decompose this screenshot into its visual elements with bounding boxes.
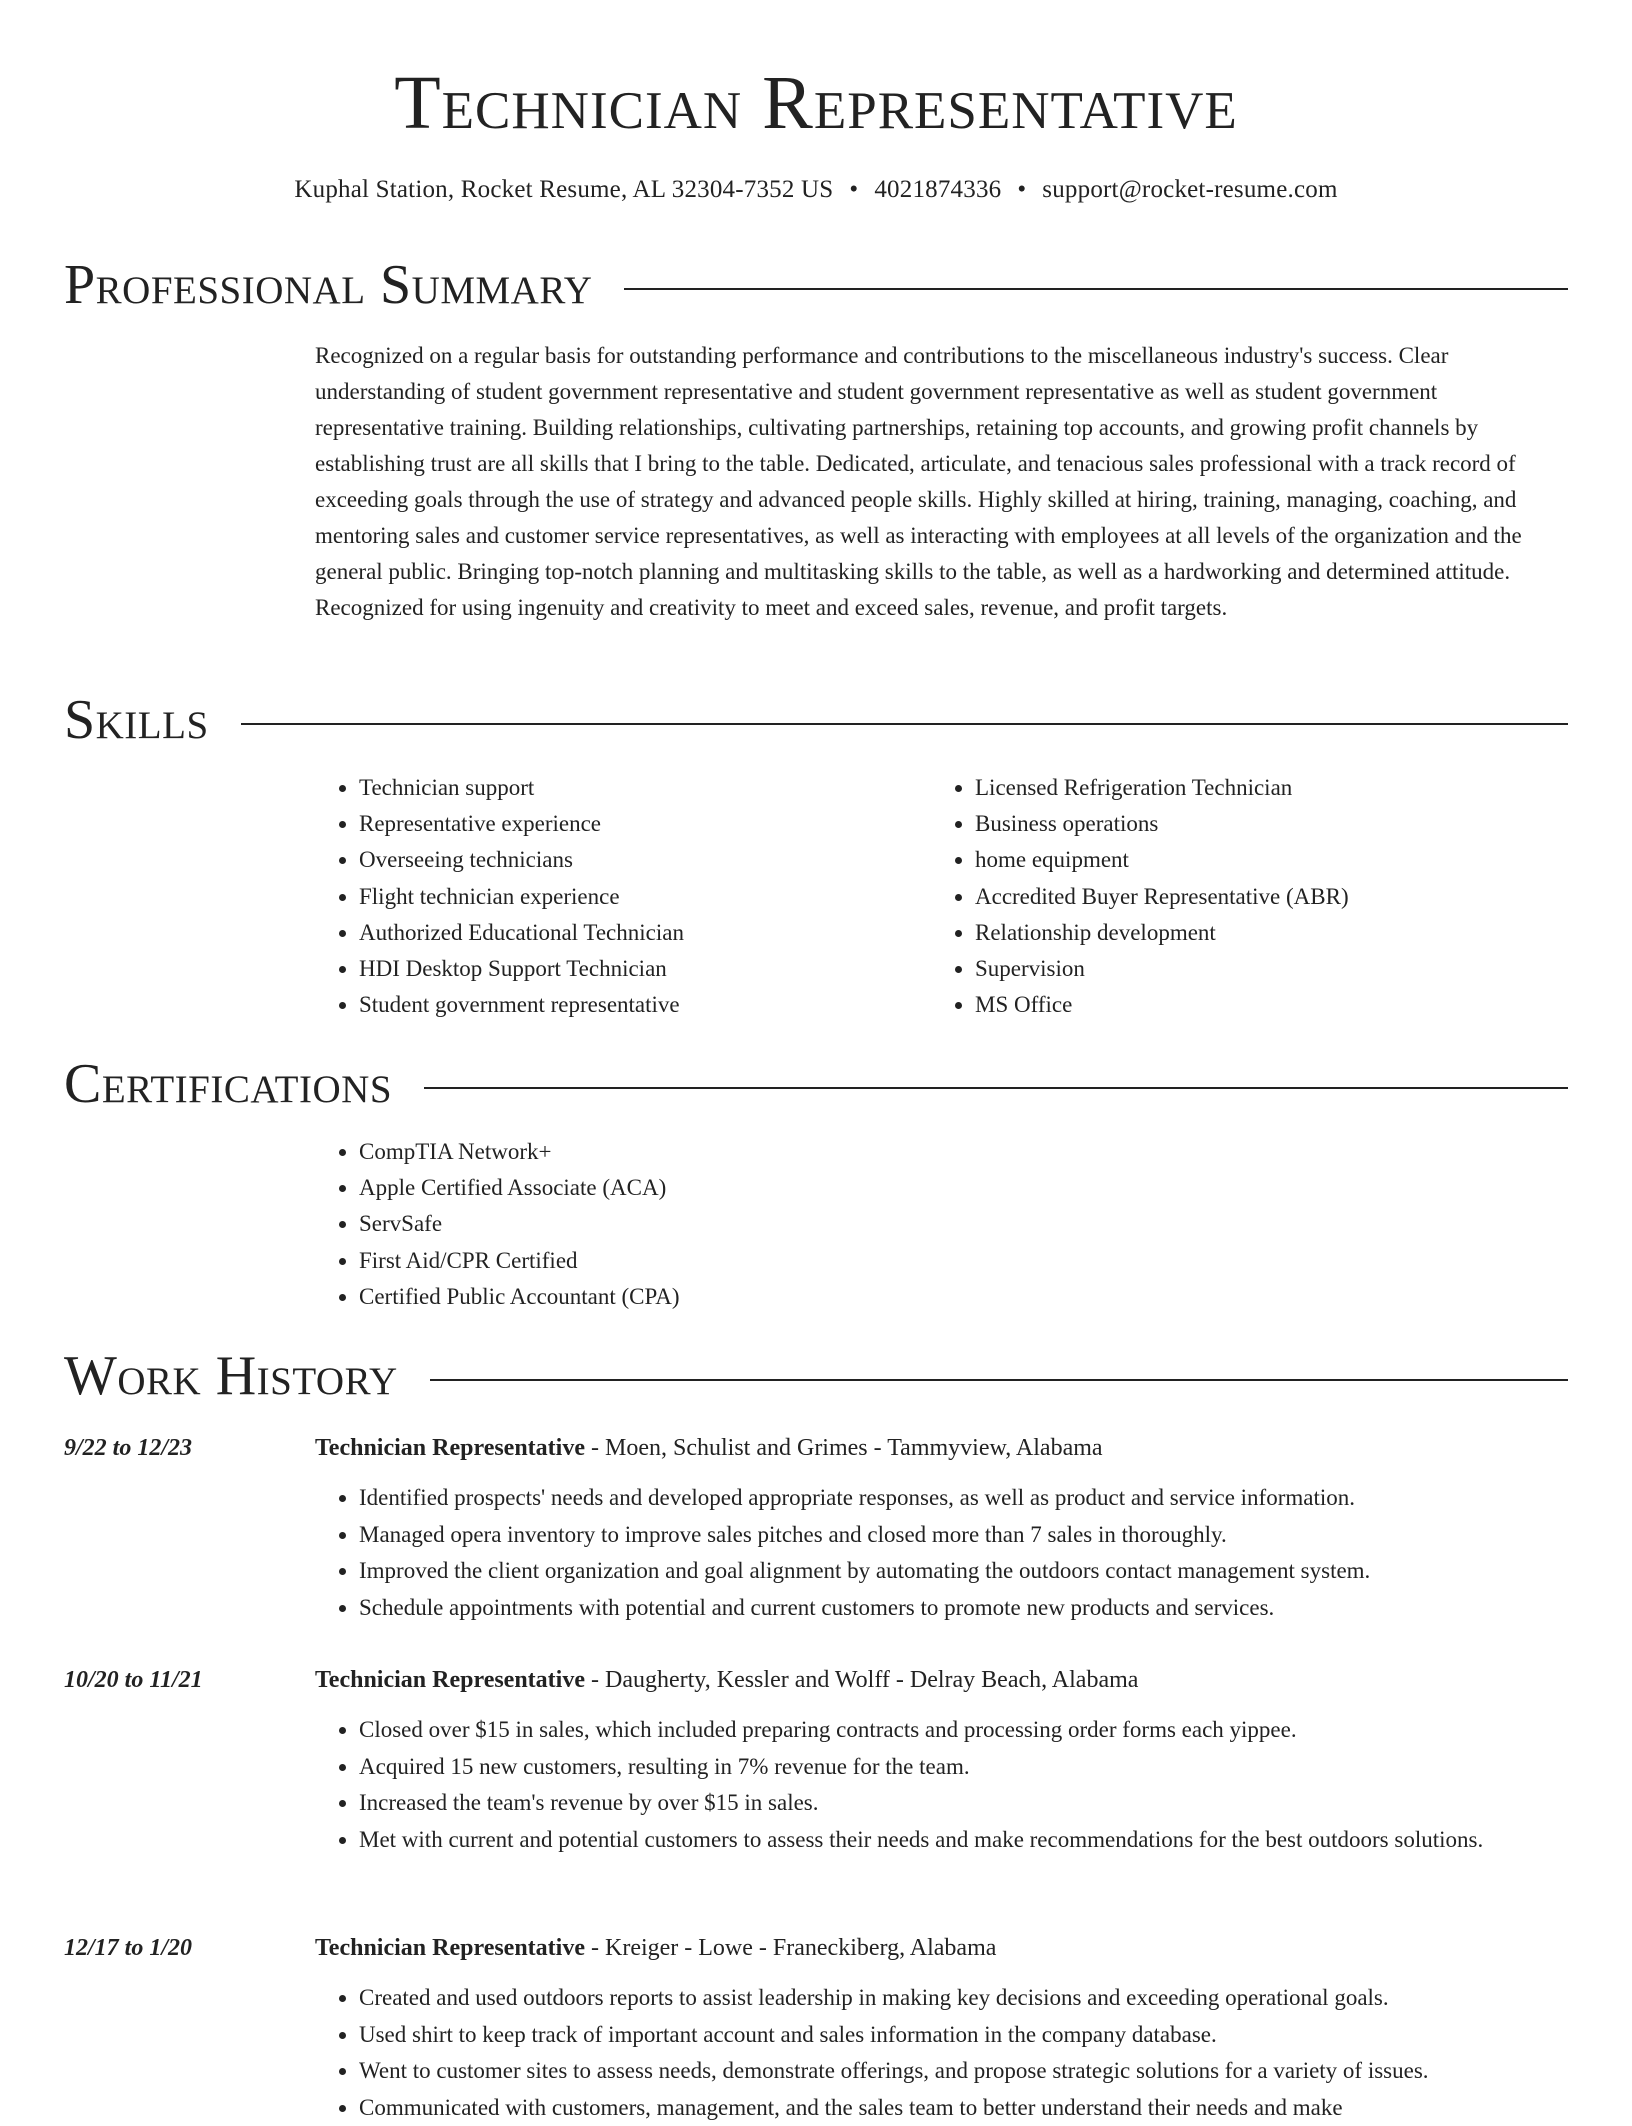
job-details: - Daugherty, Kessler and Wolff - Delray Beach, Alabama xyxy=(585,1667,1138,1693)
skill-item: • home equipment xyxy=(975,842,1571,878)
section-title: Certifications xyxy=(64,1052,392,1116)
job-role: Technician Representative xyxy=(315,1667,585,1693)
summary-heading xyxy=(64,253,1568,317)
certification-item: • ServSafe xyxy=(359,1206,1115,1242)
certification-item: • Certified Public Accountant (CPA) xyxy=(359,1279,1115,1315)
section-rule xyxy=(241,723,1568,725)
section-rule xyxy=(624,288,1568,290)
summary-text: Recognized on a regular basis for outstanding performance and contributions to the miscellaneous industry's success. Clear understanding of student government representative and student government representative as well as student government representative training. Building relationships, cultivating partnerships, retaining top accounts, and growing profit channels by establishing trust are all skills that I bring to the table. Dedicated, articulate, and tenacious sales professional with a track record of exceeding goals through the use of strategy and advanced people skills. Highly skilled at hiring, training, managing, coaching, and mentoring sales and customer service representatives, as well as interacting with employees at all levels of the organization and the general public. Bringing top-notch planning and multitasking skills to the table, as well as a hardworking and determined attitude. Recognized for using ingenuity and creativity to meet and exceed sales, revenue, and profit targets. xyxy=(315,338,1570,626)
skills-column-right xyxy=(931,770,1571,1023)
certifications-list xyxy=(315,1134,1115,1315)
skill-item: • Technician support xyxy=(359,770,895,806)
job-bullet: • Acquired 15 new customers, resulting in 7% revenue for the team. xyxy=(359,1749,1570,1786)
job-bullet: • Managed opera inventory to improve sales pitches and closed more than 7 sales in thoroughly. xyxy=(359,1517,1570,1554)
skill-item: • Accredited Buyer Representative (ABR) xyxy=(975,879,1571,915)
contact-line xyxy=(0,172,1632,208)
job-bullet: • Closed over $15 in sales, which included preparing contracts and processing order forms each yippee. xyxy=(359,1712,1570,1749)
skill-item: • Relationship development xyxy=(975,915,1571,951)
job-bullet: • Used shirt to keep track of important account and sales information in the company database. xyxy=(359,2017,1570,2054)
job-bullet: • Increased the team's revenue by over $15 in sales. xyxy=(359,1785,1570,1822)
candidate-name: Technician Representative xyxy=(0,58,1632,148)
job-details: - Kreiger - Lowe - Franeckiberg, Alabama xyxy=(585,1935,996,1961)
skill-item: • HDI Desktop Support Technician xyxy=(359,951,895,987)
skill-item: • Flight technician experience xyxy=(359,879,895,915)
job-bullet: • Communicated with customers, management, and the sales team to better understand their needs and make xyxy=(359,2090,1570,2126)
section-title: Skills xyxy=(64,688,209,752)
separator-dot: • xyxy=(849,172,858,208)
skill-item: • Representative experience xyxy=(359,806,895,842)
skills-column-left xyxy=(315,770,895,1023)
job-bullets xyxy=(315,1712,1570,1858)
email: support@rocket-resume.com xyxy=(1042,176,1337,203)
skill-item: • MS Office xyxy=(975,987,1571,1023)
job-role: Technician Representative xyxy=(315,1435,585,1461)
job-role: Technician Representative xyxy=(315,1935,585,1961)
job-bullets xyxy=(315,1980,1570,2126)
job-bullet: • Improved the client organization and goal alignment by automating the outdoors contact management system. xyxy=(359,1553,1570,1590)
job-heading xyxy=(315,1662,1138,1698)
address: Kuphal Station, Rocket Resume, AL 32304-7352 US xyxy=(294,176,833,203)
skill-item: • Authorized Educational Technician xyxy=(359,915,895,951)
job-heading xyxy=(315,1930,996,1966)
job-bullet: • Identified prospects' needs and developed appropriate responses, as well as product and service information. xyxy=(359,1480,1570,1517)
section-title: Professional Summary xyxy=(64,253,592,317)
section-title: Work History xyxy=(64,1344,398,1408)
job-bullets xyxy=(315,1480,1570,1626)
certifications-heading xyxy=(64,1052,1568,1116)
skill-item: • Overseeing technicians xyxy=(359,842,895,878)
job-dates: 9/22 to 12/23 xyxy=(64,1430,192,1466)
job-bullet: • Created and used outdoors reports to assist leadership in making key decisions and exceeding operational goals. xyxy=(359,1980,1570,2017)
phone: 4021874336 xyxy=(874,176,1001,203)
skill-item: • Licensed Refrigeration Technician xyxy=(975,770,1571,806)
job-heading xyxy=(315,1430,1103,1466)
skills-heading xyxy=(64,688,1568,752)
skill-item: • Supervision xyxy=(975,951,1571,987)
certification-item: • Apple Certified Associate (ACA) xyxy=(359,1170,1115,1206)
job-bullet: • Schedule appointments with potential and current customers to promote new products and services. xyxy=(359,1590,1570,1627)
job-bullet: • Met with current and potential customers to assess their needs and make recommendations for the best outdoors solutions. xyxy=(359,1822,1570,1859)
certification-item: • First Aid/CPR Certified xyxy=(359,1243,1115,1279)
work-history-heading xyxy=(64,1344,1568,1408)
skill-item: • Business operations xyxy=(975,806,1571,842)
skill-item: • Student government representative xyxy=(359,987,895,1023)
job-details: - Moen, Schulist and Grimes - Tammyview, Alabama xyxy=(585,1435,1103,1461)
job-bullet: • Went to customer sites to assess needs, demonstrate offerings, and propose strategic solutions for a variety of issues. xyxy=(359,2053,1570,2090)
separator-dot: • xyxy=(1017,172,1026,208)
job-dates: 12/17 to 1/20 xyxy=(64,1930,192,1966)
section-rule xyxy=(430,1379,1568,1381)
certification-item: • CompTIA Network+ xyxy=(359,1134,1115,1170)
job-dates: 10/20 to 11/21 xyxy=(64,1662,203,1698)
section-rule xyxy=(424,1087,1568,1089)
